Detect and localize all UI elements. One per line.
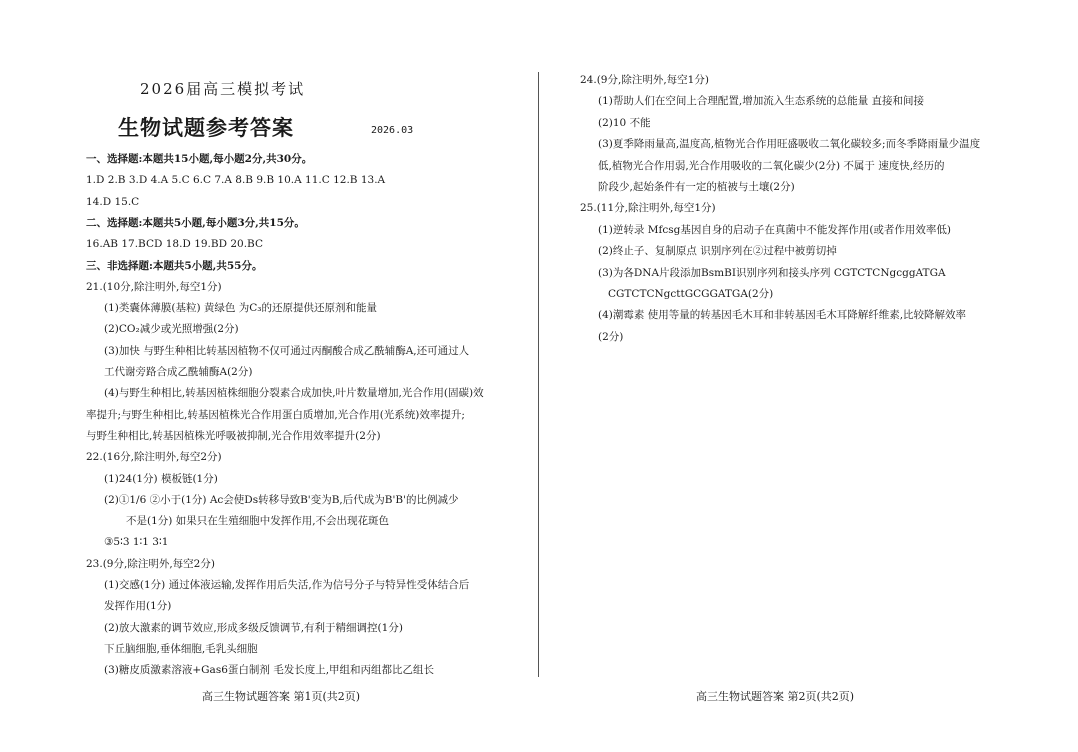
answer-line: (2)放大激素的调节效应,形成多级反馈调节,有利于精细调控(1分): [104, 621, 403, 634]
answer-line: CGTCTCNgcttGCGGATGA(2分): [608, 288, 774, 300]
answer-line: (3)夏季降雨量高,温度高,植物光合作用旺盛吸收二氧化碳较多;而冬季降雨量少温度: [598, 138, 981, 151]
answer-line: 21.(10分,除注明外,每空1分): [86, 280, 222, 293]
column-divider: [538, 72, 539, 677]
document-title: 生物试题参考答案: [118, 115, 294, 140]
document-date: 2026.03: [371, 125, 414, 136]
answer-line: 下丘脑细胞,垂体细胞,毛乳头细胞: [104, 642, 258, 655]
footer-page-2: 高三生物试题答案 第2页(共2页): [696, 690, 855, 703]
answer-line: 三、非选择题:本题共5小题,共55分。: [86, 259, 263, 272]
answer-line: (1)帮助人们在空间上合理配置,增加流入生态系统的总能量 直接和间接: [598, 95, 925, 108]
answer-line: 25.(11分,除注明外,每空1分): [580, 202, 716, 215]
answer-line: (4)与野生种相比,转基因植株细胞分裂素合成加快,叶片数量增加,光合作用(固碳)效: [104, 387, 484, 400]
answer-line: 14.D 15.C: [86, 195, 140, 208]
answer-line: (1)交感(1分) 通过体液运输,发挥作用后失活,作为信号分子与特异性受体结合后: [104, 579, 470, 591]
answer-line: (4)潮霉素 使用等量的转基因毛木耳和非转基因毛木耳降解纤维素,比较降解效率: [598, 309, 967, 322]
answer-line: 23.(9分,除注明外,每空2分): [86, 557, 215, 570]
answer-line: 发挥作用(1分): [104, 600, 172, 613]
answer-line: ③5∶3 1∶1 3∶1: [104, 536, 169, 549]
answer-line: (2)①1/6 ②小于(1分) Ac会使Ds转移导致B'变为B,后代成为B'B'的比例减少: [104, 493, 459, 506]
answer-line: 工代谢旁路合成乙酰辅酶A(2分): [104, 366, 253, 378]
answer-line: 不是(1分) 如果只在生殖细胞中发挥作用,不会出现花斑色: [126, 515, 390, 528]
answer-line: (2)CO₂减少或光照增强(2分): [104, 323, 239, 336]
answer-line: (1)24(1分) 模板链(1分): [104, 472, 218, 485]
answer-line: 22.(16分,除注明外,每空2分): [86, 451, 222, 464]
answer-line: (3)为各DNA片段添加BsmBⅠ识别序列和接头序列 CGTCTCNgcggATGA: [598, 266, 946, 279]
answer-line: (2分): [598, 330, 624, 343]
answer-line: (1)类囊体薄膜(基粒) 黄绿色 为C₃的还原提供还原剂和能量: [104, 302, 377, 315]
answer-line: 率提升;与野生种相比,转基因植株光合作用蛋白质增加,光合作用(光系统)效率提升;: [86, 408, 465, 421]
answer-line: 24.(9分,除注明外,每空1分): [580, 74, 709, 86]
answer-line: 16.AB 17.BCD 18.D 19.BD 20.BC: [86, 238, 264, 251]
answer-line: 1.D 2.B 3.D 4.A 5.C 6.C 7.A 8.B 9.B 10.A 11.C 12.B 13.A: [86, 174, 386, 187]
answer-line: (2)终止子、复制原点 识别序列在②过程中被剪切掉: [598, 245, 837, 258]
answer-line: (2)10 不能: [598, 116, 651, 129]
exam-title: 2026届高三模拟考试: [140, 80, 306, 98]
footer-page-1: 高三生物试题答案 第1页(共2页): [202, 690, 361, 703]
answer-line: (3)糖皮质激素溶液+Gas6蛋白制剂 毛发长度上,甲组和丙组都比乙组长: [104, 664, 435, 677]
answer-line: 低,植物光合作用弱,光合作用吸收的二氧化碳少(2分) 不属于 速度快,经历的: [598, 159, 945, 172]
answer-line: 二、选择题:本题共5小题,每小题3分,共15分。: [86, 216, 305, 229]
answer-line: 一、选择题:本题共15小题,每小题2分,共30分。: [86, 153, 313, 165]
answer-line: (1)逆转录 Mfcsg基因自身的启动子在真菌中不能发挥作用(或者作用效率低): [598, 223, 952, 236]
answer-line: (3)加快 与野生种相比转基因植物不仅可通过丙酮酸合成乙酰辅酶A,还可通过人: [104, 344, 470, 357]
answer-line: 与野生种相比,转基因植株光呼吸被抑制,光合作用效率提升(2分): [86, 429, 381, 442]
answer-line: 阶段少,起始条件有一定的植被与土壤(2分): [598, 181, 795, 193]
